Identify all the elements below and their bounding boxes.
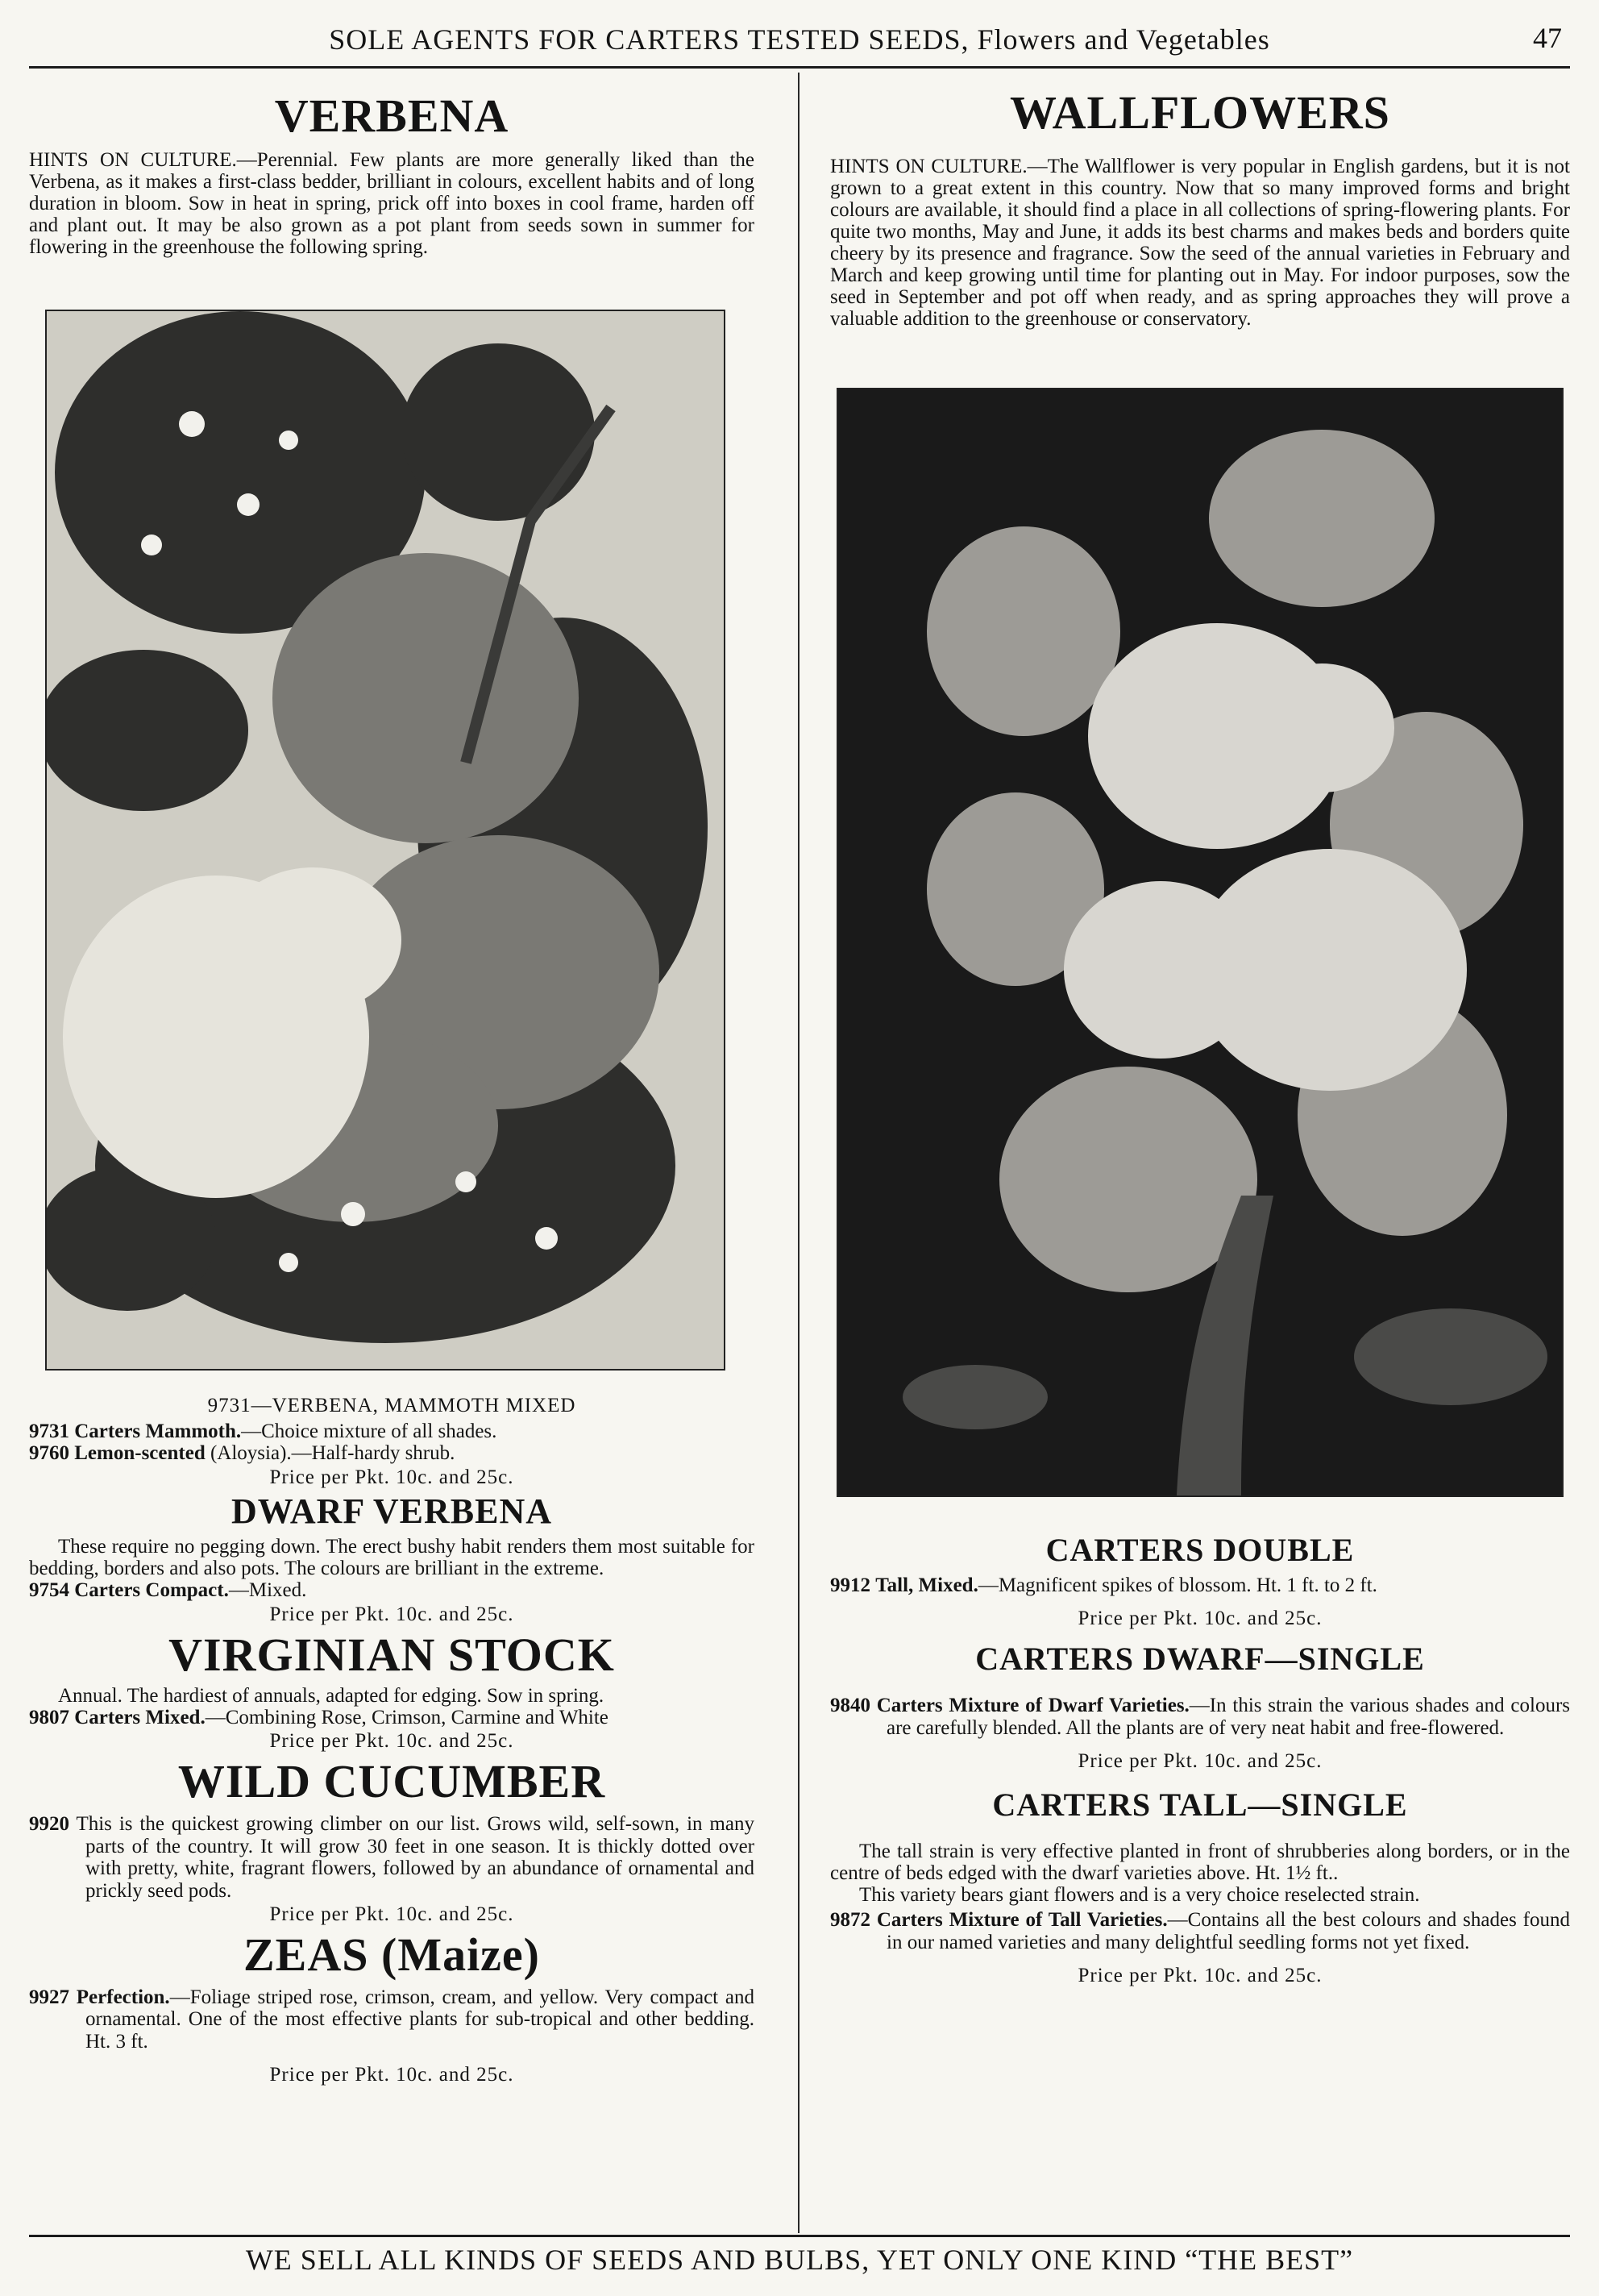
carters-dwarf-single-price: Price per Pkt. 10c. and 25c.: [1078, 1750, 1323, 1773]
item-desc: —Foliage striped rose, crimson, cream, and yellow. Very compact and ornamental. One of the most effective plants for sub-tropical and other bedding. Ht. 3 ft.: [85, 1986, 755, 2053]
item-code: 9927: [29, 1986, 69, 2008]
item-desc: —Contains all the best colours and shades found in our named varieties and many delightful seedling forms not yet fixed.: [887, 1909, 1570, 1953]
verbena-section: [29, 89, 754, 1489]
dwarf-verbena-text: These require no pegging down. The erect bushy habit renders them most suitable for bedding, borders and also pots. The colours are brilliant in the extreme.: [29, 1536, 754, 1580]
wild-cucumber-section: [29, 1757, 754, 1926]
left-column: [29, 81, 754, 2086]
wild-cucumber-price: Price per Pkt. 10c. and 25c.: [269, 1903, 514, 1926]
verbena-photo: [45, 310, 725, 1371]
header-title: SOLE AGENTS FOR CARTERS TESTED SEEDS, Flowers and Vegetables: [329, 23, 1270, 56]
verbena-title: VERBENA: [274, 89, 509, 142]
item-name: Tall, Mixed.: [875, 1574, 978, 1596]
footer-rule: [29, 2235, 1570, 2237]
item-code: 9920: [29, 1813, 69, 1836]
item-code: 9840: [830, 1695, 870, 1717]
item-desc: —In this strain the various shades and colours are carefully blended. All the plants are of very neat habit and free-flowered.: [887, 1695, 1570, 1739]
virginian-stock-text: Annual. The hardiest of annuals, adapted for edging. Sow in spring.: [58, 1684, 604, 1707]
carters-tall-single-section: [830, 1787, 1570, 1987]
zeas-section: [29, 1928, 755, 2086]
item-code: 9754: [29, 1579, 69, 1602]
item-name: Carters Mixture of Tall Varieties.: [876, 1909, 1168, 1932]
carters-tall-single-title: CARTERS TALL—SINGLE: [992, 1786, 1408, 1824]
virginian-stock-price: Price per Pkt. 10c. and 25c.: [269, 1730, 514, 1753]
item-name: Perfection.: [76, 1986, 170, 2008]
carters-tall-single-text2: This variety bears giant flowers and is a very choice reselected strain.: [859, 1884, 1420, 1907]
carters-tall-single-text1: The tall strain is very effective planted in front of shrubberies along borders, or in the centre of beds edged with the dwarf varieties above. Ht. 1½ ft..: [830, 1841, 1570, 1885]
zeas-title: ZEAS (Maize): [243, 1928, 540, 1982]
carters-dwarf-single-title: CARTERS DWARF—SINGLE: [975, 1641, 1425, 1678]
item-code: 9912: [830, 1574, 870, 1596]
carters-double-title: CARTERS DOUBLE: [1045, 1531, 1355, 1568]
zeas-item: [29, 1986, 754, 2053]
carters-double-section: [830, 1533, 1570, 1631]
item-name: Lemon-scented: [74, 1442, 206, 1465]
item-desc: —Combining Rose, Crimson, Carmine and White: [205, 1706, 608, 1728]
virginian-stock-title: VIRGINIAN STOCK: [168, 1628, 615, 1681]
carters-tall-single-item: [830, 1909, 1570, 1953]
column-divider: [798, 73, 800, 2233]
dwarf-verbena-section: [29, 1492, 754, 1626]
verbena-item-9760: [29, 1442, 754, 1465]
virginian-stock-item: [29, 1707, 754, 1729]
item-code: 9872: [830, 1909, 870, 1932]
page-footer: WE SELL ALL KINDS OF SEEDS AND BULBS, YET ONLY ONE KIND “THE BEST”: [245, 2244, 1354, 2276]
zeas-price: Price per Pkt. 10c. and 25c.: [269, 2064, 514, 2086]
item-desc: This is the quickest growing climber on our list. Grows wild, self-sown, in many parts of the country. It will grow 30 feet in one season. It is thickly dotted over with pretty, white, fragrant flowers, followed by an abundance of ornamental and prickly seed pods.: [76, 1813, 754, 1902]
item-name: Carters Mammoth.: [74, 1420, 242, 1442]
carters-dwarf-single-section: [830, 1641, 1570, 1773]
wild-cucumber-title: WILD CUCUMBER: [177, 1755, 606, 1808]
right-column: [830, 81, 1570, 1987]
wallflowers-title: WALLFLOWERS: [1010, 86, 1390, 139]
verbena-hints: HINTS ON CULTURE.—Perennial. Few plants are more generally liked than the Verbena, as it makes a first-class bedder, brilliant in colours, excellent habits and of long duration in bloom. Sow in heat in spring, prick off into boxes in cool frame, harden off and plant out. It may be also grown as a pot plant from seeds sown in summer for flowering in the greenhouse the following spring.: [29, 148, 754, 258]
dwarf-verbena-title: DWARF VERBENA: [231, 1491, 553, 1531]
item-code: 9807: [29, 1706, 69, 1728]
page-number: 47: [1533, 22, 1562, 54]
dwarf-verbena-item: [29, 1579, 754, 1602]
item-name: Carters Mixture of Dwarf Varieties.: [876, 1695, 1190, 1717]
wild-cucumber-item: [29, 1813, 754, 1902]
verbena-caption: 9731—VERBENA, MAMMOTH MIXED: [207, 1394, 576, 1416]
wallflowers-section: [830, 86, 1570, 1497]
page-header: [29, 18, 1570, 69]
carters-dwarf-single-item: [830, 1695, 1570, 1739]
wallflowers-photo: [837, 388, 1564, 1497]
item-code: 9731: [29, 1420, 69, 1442]
verbena-item-9731: [29, 1420, 754, 1443]
item-name: Carters Mixed.: [74, 1706, 206, 1728]
carters-tall-single-price: Price per Pkt. 10c. and 25c.: [1078, 1965, 1323, 1987]
item-code: 9760: [29, 1442, 69, 1465]
carters-double-item: [830, 1574, 1570, 1597]
item-desc: (Aloysia).—Half-hardy shrub.: [205, 1442, 455, 1465]
item-desc: —Choice mixture of all shades.: [241, 1420, 497, 1442]
item-desc: —Magnificent spikes of blossom. Ht. 1 ft. to 2 ft.: [978, 1574, 1377, 1596]
dwarf-verbena-price: Price per Pkt. 10c. and 25c.: [269, 1603, 514, 1625]
item-name: Carters Compact.: [74, 1579, 229, 1602]
virginian-stock-section: [29, 1628, 754, 1753]
carters-double-price: Price per Pkt. 10c. and 25c.: [1078, 1608, 1323, 1630]
verbena-price: Price per Pkt. 10c. and 25c.: [269, 1466, 514, 1488]
item-desc: —Mixed.: [228, 1579, 307, 1602]
wallflowers-hints: HINTS ON CULTURE.—The Wallflower is very popular in English gardens, but it is not grown to a great extent in this country. Now that so many improved forms and bright colours are available, it should find a place in all collections of spring-flowering plants. For quite two months, May and June, it adds its best charms and makes beds and borders quite cheery by its presence and fragrance. Sow the seed of the annual varieties in February and March and keep growing until time for planting out in May. For indoor purposes, sow the seed in September and pot off when ready, and as spring approaches they will prove a valuable addition to the greenhouse or conservatory.: [830, 155, 1570, 330]
